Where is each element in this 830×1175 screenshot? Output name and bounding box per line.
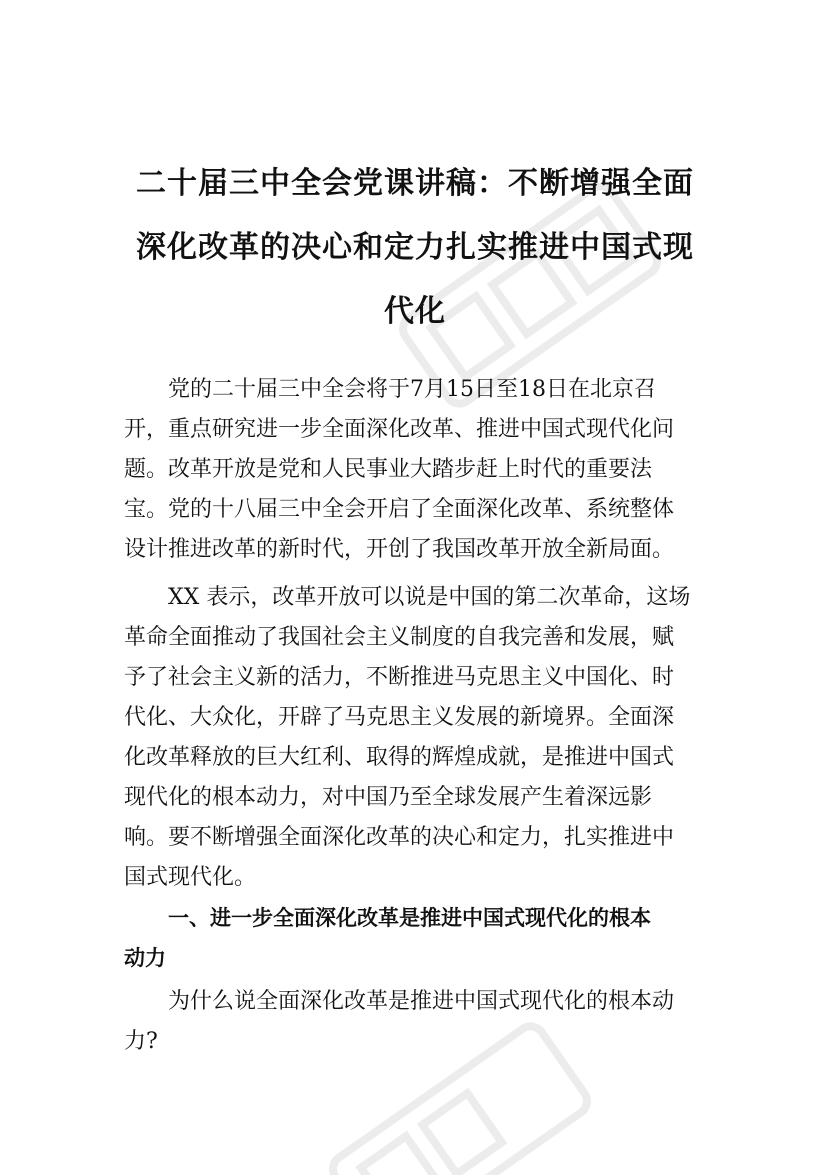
- text-line: 国式现代化。: [124, 865, 257, 890]
- heading-line: 一、进一步全面深化改革是推进中国式现代化的根本: [168, 906, 651, 930]
- document-title: [120, 152, 710, 344]
- text-line: 开，重点研究进一步全面深化改革、推进中国式现代化问: [124, 417, 675, 442]
- title-line: 深化改革的决心和定力扎实推进中国式现: [136, 230, 694, 265]
- section-heading: [124, 898, 704, 978]
- text-line: 予了社会主义新的活力，不断推进马克思主义中国化、时: [124, 665, 675, 690]
- text-line: 宝。党的十八届三中全会开启了全面深化改革、系统整体: [124, 497, 675, 522]
- text-line: 为什么说全面深化改革是推进中国式现代化的根本动: [168, 989, 675, 1014]
- text-line: 化改革释放的巨大红利、取得的辉煌成就，是推进中国式: [124, 745, 675, 770]
- text-line: 现代化的根本动力，对中国乃至全球发展产生着深远影: [124, 785, 653, 810]
- text-line: XX 表示，改革开放可以说是中国的第二次革命，这场: [168, 585, 691, 610]
- paragraph-intro: [124, 370, 704, 570]
- paragraph-third: [124, 982, 704, 1062]
- text-line: 题。改革开放是党和人民事业大踏步赶上时代的重要法: [124, 457, 653, 482]
- title-line: 代化: [384, 294, 446, 329]
- text-line: 响。要不断增强全面深化改革的决心和定力，扎实推进中: [124, 825, 675, 850]
- text-line: 革命全面推动了我国社会主义制度的自我完善和发展，赋: [124, 625, 675, 650]
- text-line: 党的二十届三中全会将于7月15日至18日在北京召: [168, 377, 656, 402]
- paragraph-second: [124, 578, 704, 898]
- text-line: 代化、大众化，开辟了马克思主义发展的新境界。全面深: [124, 705, 675, 730]
- heading-line: 动力: [124, 946, 166, 970]
- text-line: 力?: [124, 1029, 158, 1054]
- text-line: 设计推进改革的新时代，开创了我国改革开放全新局面。: [124, 537, 675, 562]
- title-line: 二十届三中全会党课讲稿：不断增强全面: [136, 166, 694, 201]
